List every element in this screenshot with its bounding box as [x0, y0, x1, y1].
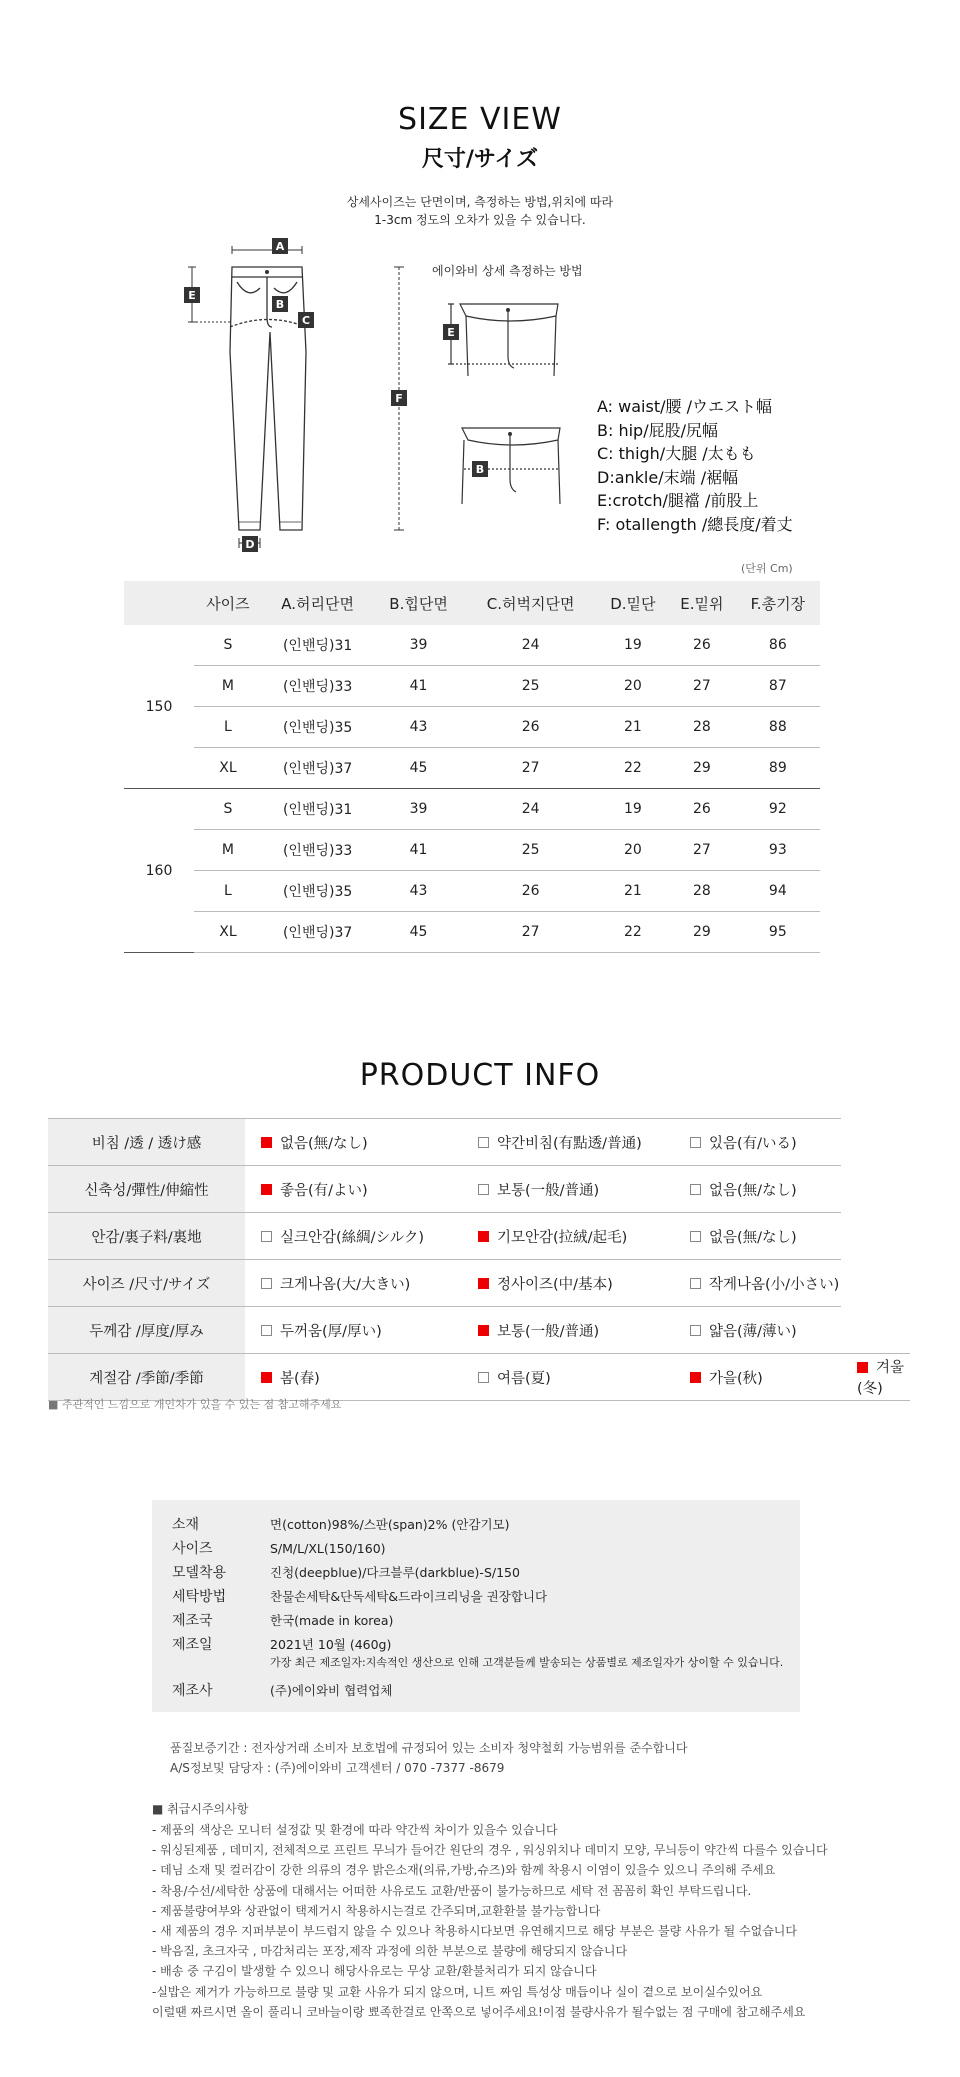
option-label: 기모안감(拉絨/起毛) — [497, 1229, 628, 1246]
table-cell: 27 — [464, 748, 598, 789]
product-info-option — [674, 1354, 841, 1401]
table-cell: (인밴딩)35 — [262, 871, 374, 912]
product-info-option — [462, 1354, 674, 1401]
detail-model: 모델착용 진청(deepblue)/다크블루(darkblue)-S/150 — [172, 1565, 520, 1581]
table-cell: 95 — [736, 912, 820, 953]
care-item: - 데님 소재 및 컬러감이 강한 의류의 경우 밝은소재(의류,가방,슈즈)와 함께 착용시 이염이 있을수 있으니 주의해 주세요 — [152, 1863, 776, 1878]
table-cell: 24 — [464, 789, 598, 830]
table-cell: 41 — [373, 666, 463, 707]
table-cell: 94 — [736, 871, 820, 912]
table-row — [124, 789, 820, 830]
product-info-row — [48, 1260, 910, 1307]
care-item: - 새 제품의 경우 지퍼부분이 부드럽지 않을 수 있으나 착용하시다보면 유연해지므로 해당 부분은 불량 사유가 될 수없습니다 — [152, 1924, 797, 1939]
unchecked-box-icon — [478, 1184, 489, 1195]
unchecked-box-icon — [261, 1278, 272, 1289]
table-cell: (인밴딩)33 — [262, 666, 374, 707]
care-item: - 착용/수선/세탁한 상품에 대해서는 어떠한 사유로도 교환/반품이 불가능하므로 세탁 전 꼼꼼히 확인 부탁드립니다. — [152, 1883, 752, 1898]
table-cell: 45 — [373, 748, 463, 789]
product-info-label: 신축성/彈性/伸縮性 — [48, 1166, 245, 1213]
table-cell: 20 — [598, 830, 669, 871]
care-item: - 제품의 색상은 모니터 설정값 및 환경에 따라 약간씩 차이가 있을수 있습니다 — [152, 1823, 558, 1837]
product-info-option — [245, 1166, 462, 1213]
table-cell: 21 — [598, 707, 669, 748]
unchecked-box-icon — [690, 1325, 701, 1336]
size-table — [124, 581, 820, 953]
table-cell: 93 — [736, 830, 820, 871]
group-label: 150 — [124, 625, 194, 789]
care-item: -실밥은 제거가 가능하므로 불량 및 교환 사유가 되지 않으며, 니트 짜임 특성상 매듭이나 실이 곁으로 보이실수있어요 — [152, 1984, 763, 1999]
option-label: 없음(無/なし) — [280, 1135, 368, 1152]
size-note-line2: 1-3cm 정도의 오차가 있을 수 있습니다. — [374, 213, 586, 227]
table-row — [124, 707, 820, 748]
option-label: 봄(春) — [280, 1370, 320, 1387]
care-title: ■ 취급시주의사항 — [152, 1802, 249, 1816]
unchecked-box-icon — [478, 1372, 489, 1383]
table-cell: XL — [194, 748, 262, 789]
table-cell: 45 — [373, 912, 463, 953]
option-label: 여름(夏) — [497, 1370, 551, 1387]
header-cell: F.총기장 — [736, 581, 820, 625]
detail-date: 제조일 2021년 10월 (460g) — [172, 1637, 392, 1653]
legend-item: D:ankle/末端 /裾幅 — [597, 467, 739, 487]
header-cell: C.허벅지단면 — [464, 581, 598, 625]
product-info-row — [48, 1119, 910, 1166]
size-note — [0, 193, 960, 229]
table-cell: (인밴딩)31 — [262, 625, 374, 666]
checked-box-icon — [690, 1372, 701, 1383]
table-cell: (인밴딩)35 — [262, 707, 374, 748]
unchecked-box-icon — [261, 1231, 272, 1242]
product-info-label: 비침 /透 / 透け感 — [48, 1119, 245, 1166]
table-cell: (인밴딩)31 — [262, 789, 374, 830]
option-label: 없음(無/なし) — [709, 1229, 797, 1246]
table-row — [124, 912, 820, 953]
care-list — [152, 1820, 828, 2022]
table-cell: (인밴딩)37 — [262, 912, 374, 953]
table-cell: 89 — [736, 748, 820, 789]
table-cell: 22 — [598, 912, 669, 953]
product-info-option — [245, 1260, 462, 1307]
table-cell: 25 — [464, 666, 598, 707]
product-info-label: 안감/裏子料/裏地 — [48, 1213, 245, 1260]
table-cell: L — [194, 707, 262, 748]
product-info-row — [48, 1213, 910, 1260]
product-info-option — [245, 1213, 462, 1260]
table-cell: 27 — [464, 912, 598, 953]
checked-box-icon — [261, 1137, 272, 1148]
hip-measure-diagram — [460, 424, 590, 509]
table-cell: 26 — [464, 707, 598, 748]
legend-item: F: otallength /總長度/着丈 — [597, 514, 793, 534]
table-cell: 19 — [598, 789, 669, 830]
header-empty — [124, 581, 194, 625]
table-cell: 39 — [373, 789, 463, 830]
table-cell: 87 — [736, 666, 820, 707]
product-info-table — [48, 1118, 910, 1401]
option-label: 실크안감(絲綢/シルク) — [280, 1229, 425, 1246]
option-label: 있음(有/いる) — [709, 1135, 797, 1152]
option-label: 없음(無/なし) — [709, 1182, 797, 1199]
checked-box-icon — [478, 1325, 489, 1336]
size-note-line1: 상세사이즈는 단면이며, 측정하는 방법,위치에 따라 — [346, 195, 614, 209]
table-cell: 25 — [464, 830, 598, 871]
option-label: 정사이즈(中/基本) — [497, 1276, 613, 1293]
unchecked-box-icon — [690, 1231, 701, 1242]
header-cell: B.힙단면 — [373, 581, 463, 625]
table-cell: 92 — [736, 789, 820, 830]
table-cell: 39 — [373, 625, 463, 666]
table-cell: 41 — [373, 830, 463, 871]
table-cell: (인밴딩)37 — [262, 748, 374, 789]
product-info-label: 계절감 /季節/季節 — [48, 1354, 245, 1401]
table-cell: 28 — [668, 871, 736, 912]
product-info-option — [462, 1307, 674, 1354]
table-row — [124, 830, 820, 871]
unchecked-box-icon — [690, 1184, 701, 1195]
legend-item: A: waist/腰 /ウエスト幅 — [597, 397, 772, 416]
table-row — [124, 871, 820, 912]
product-info-row — [48, 1166, 910, 1213]
product-info-option — [674, 1166, 841, 1213]
marker-f: F — [395, 392, 403, 405]
option-label: 크게나옴(大/大きい) — [280, 1276, 411, 1293]
checked-box-icon — [478, 1278, 489, 1289]
table-cell: 88 — [736, 707, 820, 748]
unchecked-box-icon — [261, 1325, 272, 1336]
option-label: 두꺼움(厚/厚い) — [280, 1323, 382, 1340]
warranty-line: 품질보증기간 : 전자상거래 소비자 보호법에 규정되어 있는 소비자 청약철회 가능범위를 준수합니다 — [170, 1741, 688, 1755]
crotch-measure-diagram — [448, 296, 578, 386]
measure-legend — [597, 395, 793, 536]
checked-box-icon — [478, 1231, 489, 1242]
table-cell: 21 — [598, 871, 669, 912]
detail-material: 소재 면(cotton)98%/스판(span)2% (안감기모) — [172, 1517, 510, 1533]
legend-item: E:crotch/腿襠 /前股上 — [597, 491, 759, 510]
marker-e-detail: E — [447, 326, 455, 339]
legend-item: C: thigh/大腿 /太もも — [597, 444, 756, 463]
size-view-subtitle: 尺寸/サイズ — [421, 147, 539, 172]
care-item: - 워싱된제품 , 데미지, 전체적으로 프린트 무늬가 들어간 원단의 경우 , 워싱위치나 데미지 모양, 무늬등이 약간씩 다를수 있습니다 — [152, 1843, 828, 1858]
header-cell: D.밑단 — [598, 581, 669, 625]
table-cell: 26 — [668, 789, 736, 830]
checked-box-icon — [261, 1372, 272, 1383]
pants-outline — [230, 267, 306, 530]
detail-country: 제조국 한국(made in korea) — [172, 1613, 394, 1629]
product-info-option — [841, 1354, 910, 1401]
product-info-option — [245, 1354, 462, 1401]
product-info-option — [674, 1260, 841, 1307]
table-cell: 28 — [668, 707, 736, 748]
product-info-title: PRODUCT INFO — [359, 1058, 601, 1093]
product-info-label: 사이즈 /尺寸/サイズ — [48, 1260, 245, 1307]
care-item: 이럴땐 짜르시면 올이 풀리니 코바늘이랑 뾰족한걸로 안쪽으로 넣어주세요!이점 불량사유가 될수없는 점 구매에 참고해주세요 — [152, 2004, 806, 2019]
checked-box-icon — [261, 1184, 272, 1195]
option-label: 작게나옴(小/小さい) — [709, 1276, 840, 1293]
table-cell: 43 — [373, 707, 463, 748]
marker-b-detail: B — [475, 463, 485, 476]
table-row — [124, 666, 820, 707]
option-label: 얇음(薄/薄い) — [709, 1323, 797, 1340]
table-cell: L — [194, 871, 262, 912]
marker-a: A — [275, 240, 285, 253]
table-cell: 26 — [668, 625, 736, 666]
option-label: 약간비침(有點透/普通) — [497, 1135, 642, 1152]
header-cell: E.밑위 — [668, 581, 736, 625]
option-label: 가을(秋) — [709, 1370, 763, 1387]
product-info-option — [462, 1166, 674, 1213]
detail-date-note: 가장 최근 제조일자:지속적인 생산으로 인해 고객분들께 발송되는 상품별로 제조일자가 상이할 수 있습니다. — [270, 1656, 784, 1669]
table-cell: S — [194, 625, 262, 666]
marker-b: B — [275, 298, 285, 311]
unit-label: (단위 Cm) — [741, 562, 793, 575]
table-row — [124, 748, 820, 789]
option-label: 보통(一般/普通) — [497, 1182, 600, 1199]
table-cell: XL — [194, 912, 262, 953]
care-item: - 제품불량여부와 상관없이 택제거시 착용하시는걸로 간주되며,교환환불 불가능합니다 — [152, 1903, 601, 1918]
size-table-header — [124, 581, 820, 625]
product-info-label: 두께감 /厚度/厚み — [48, 1307, 245, 1354]
care-item: - 배송 중 구김이 발생할 수 있으니 해당사유로는 무상 교환/환불처리가 되지 않습니다 — [152, 1964, 597, 1979]
checked-box-icon — [857, 1362, 868, 1373]
table-cell: 24 — [464, 625, 598, 666]
measure-method-title: 에이와비 상세 측정하는 방법 — [432, 264, 583, 278]
table-cell: 22 — [598, 748, 669, 789]
product-info-option — [245, 1307, 462, 1354]
product-info-option — [674, 1213, 841, 1260]
product-details-box — [152, 1500, 800, 1712]
marker-e: E — [188, 289, 196, 302]
table-cell: (인밴딩)33 — [262, 830, 374, 871]
detail-size: 사이즈 S/M/L/XL(150/160) — [172, 1541, 386, 1557]
product-info-option — [674, 1119, 841, 1166]
detail-maker: 제조사 (주)에이와비 협력업체 — [172, 1683, 393, 1699]
header-cell: A.허리단면 — [262, 581, 374, 625]
product-info-option — [245, 1119, 462, 1166]
unchecked-box-icon — [478, 1137, 489, 1148]
table-row — [124, 625, 820, 666]
product-info-row — [48, 1307, 910, 1354]
table-cell: M — [194, 666, 262, 707]
unchecked-box-icon — [690, 1137, 701, 1148]
marker-c: C — [301, 314, 311, 327]
table-cell: 29 — [668, 912, 736, 953]
header-cell: 사이즈 — [194, 581, 262, 625]
pants-diagram — [180, 232, 420, 562]
detail-wash: 세탁방법 찬물손세탁&단독세탁&드라이크리닝을 권장합니다 — [172, 1589, 548, 1605]
unchecked-box-icon — [690, 1278, 701, 1289]
option-label: 좋음(有/よい) — [280, 1182, 368, 1199]
table-cell: M — [194, 830, 262, 871]
size-view-title: SIZE VIEW — [398, 102, 562, 137]
as-contact-line: A/S정보및 담당자 : (주)에이와비 고객센터 / 070 -7377 -8679 — [170, 1761, 505, 1775]
product-info-option — [462, 1260, 674, 1307]
table-cell: 27 — [668, 666, 736, 707]
product-info-footnote: ■ 주관적인 느낌으로 개인차가 있을 수 있는 점 참고해주세요 — [48, 1398, 342, 1411]
group-label: 160 — [124, 789, 194, 953]
legend-item: B: hip/屁股/尻幅 — [597, 420, 718, 440]
option-label: 겨울(冬) — [857, 1360, 905, 1397]
table-cell: 20 — [598, 666, 669, 707]
table-cell: 26 — [464, 871, 598, 912]
product-info-option — [674, 1307, 841, 1354]
table-cell: 29 — [668, 748, 736, 789]
product-info-row — [48, 1354, 910, 1401]
option-label: 보통(一般/普通) — [497, 1323, 600, 1340]
marker-d: D — [245, 538, 255, 551]
table-cell: 43 — [373, 871, 463, 912]
warranty-info — [170, 1738, 687, 1778]
table-cell: 27 — [668, 830, 736, 871]
table-cell: S — [194, 789, 262, 830]
table-cell: 19 — [598, 625, 669, 666]
table-cell: 86 — [736, 625, 820, 666]
care-item: - 박음질, 초크자국 , 마감처리는 포장,제작 과정에 의한 부분으로 불량에 해당되지 않습니다 — [152, 1944, 628, 1959]
product-info-option — [462, 1119, 674, 1166]
product-info-option — [462, 1213, 674, 1260]
